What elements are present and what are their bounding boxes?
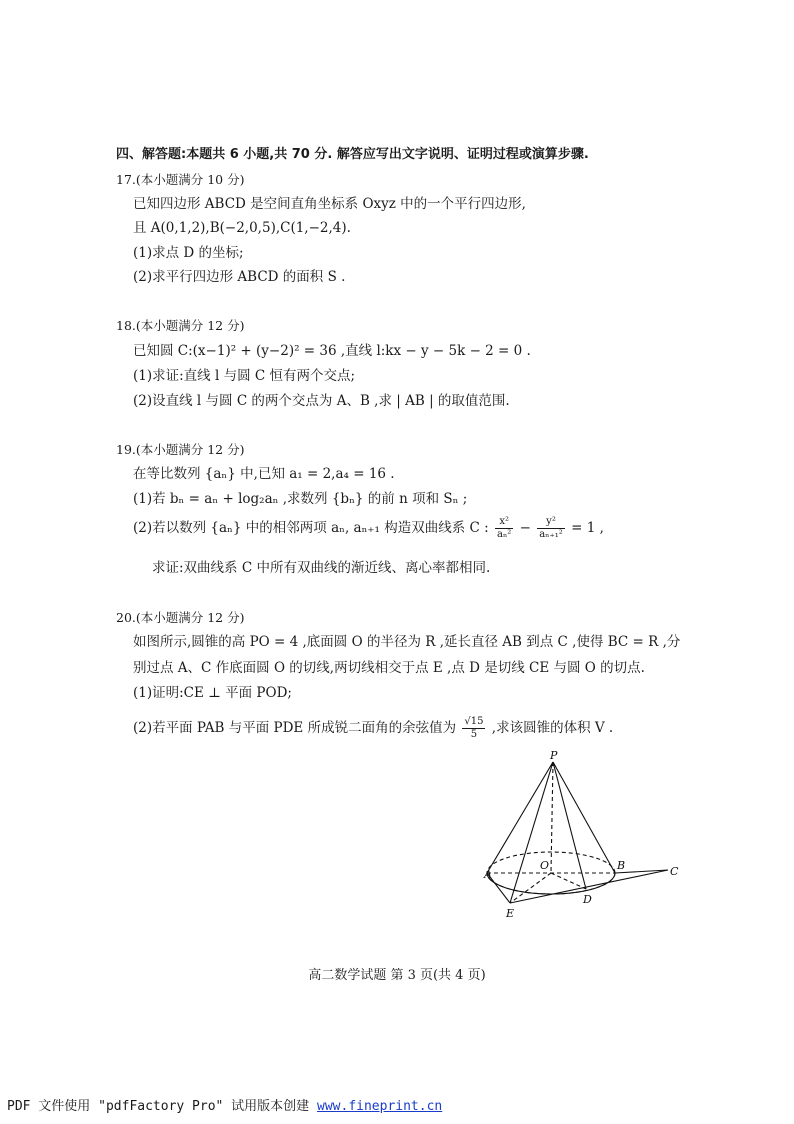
page-footer: 高二数学试题 第 3 页(共 4 页) <box>308 968 486 983</box>
q19-part2-end: = 1 , <box>571 520 604 536</box>
label-P: P <box>550 749 558 762</box>
q19-part2 <box>133 516 604 541</box>
q17-part2: (2)求平行四边形 ABCD 的面积 S . <box>133 269 346 285</box>
segment-OD <box>551 873 586 889</box>
frac2-numerator: y² <box>537 516 565 529</box>
q17-part1: (1)求点 D 的坐标; <box>133 245 244 261</box>
edge-PO <box>551 762 553 873</box>
cosine-value <box>462 716 485 741</box>
q19-heading: 19.(本小题满分 12 分) <box>116 442 245 457</box>
q20-text-line1: 如图所示,圆锥的高 PO = 4 ,底面圆 O 的半径为 R ,延长直径 AB 到点 C ,使得 BC = R ,分 <box>133 634 681 650</box>
q18-text-line1: 已知圆 C:(x−1)² + (y−2)² = 36 ,直线 l:kx − y − 5k − 2 = 0 . <box>133 343 531 359</box>
label-C: C <box>670 865 679 878</box>
section-header: 四、解答题:本题共 6 小题,共 70 分. 解答应写出文字说明、证明过程或演算步骤. <box>116 147 589 162</box>
q17-text-line1: 已知四边形 ABCD 是空间直角坐标系 Oxyz 中的一个平行四边形, <box>133 196 526 212</box>
q18-part1: (1)求证:直线 l 与圆 C 恒有两个交点; <box>133 368 356 384</box>
q18-heading: 18.(本小题满分 12 分) <box>116 318 245 333</box>
edge-PB <box>553 762 615 873</box>
edge-PE <box>510 762 553 903</box>
q19-part1: (1)若 bₙ = aₙ + log₂aₙ ,求数列 {bₙ} 的前 n 项和 Sₙ ; <box>133 491 468 507</box>
q18-part2: (2)设直线 l 与圆 C 的两个交点为 A、B ,求 | AB | 的取值范围. <box>133 393 510 409</box>
cosine-denominator: 5 <box>470 729 478 740</box>
pdf-notice <box>7 1095 442 1114</box>
hyperbola-y-term <box>537 516 565 541</box>
frac1-denominator: aₙ² <box>497 529 512 540</box>
frac1-numerator: x² <box>495 516 513 529</box>
q19-part2-text: (2)若以数列 {aₙ} 中的相邻两项 aₙ, aₙ₊₁ 构造双曲线系 C : <box>133 520 489 536</box>
q17-heading: 17.(本小题满分 10 分) <box>116 172 245 187</box>
q20-part1: (1)证明:CE ⊥ 平面 POD; <box>133 685 292 701</box>
fineprint-link[interactable]: www.fineprint.cn <box>317 1099 443 1114</box>
q20-heading: 20.(本小题满分 12 分) <box>116 610 245 625</box>
q19-text-line1: 在等比数列 {aₙ} 中,已知 a₁ = 2,a₄ = 16 . <box>133 466 395 482</box>
edge-PA <box>487 762 553 873</box>
q20-part2 <box>133 716 613 741</box>
cosine-numerator: √15 <box>464 716 484 727</box>
q19-part2-line2: 求证:双曲线系 C 中所有双曲线的渐近线、离心率都相同. <box>152 560 491 576</box>
q20-part2-text: (2)若平面 PAB 与平面 PDE 所成锐二面角的余弦值为 <box>133 720 457 736</box>
frac2-denominator: aₙ₊₁² <box>539 529 563 540</box>
label-D: D <box>583 893 592 906</box>
label-B: B <box>617 859 626 872</box>
label-E: E <box>506 907 515 920</box>
edge-PD <box>553 762 586 889</box>
q20-text-line2: 别过点 A、C 作底面圆 O 的切线,两切线相交于点 E ,点 D 是切线 CE 与圆 O 的切点. <box>133 660 645 676</box>
label-A: A <box>484 868 492 881</box>
q20-part2-end: ,求该圆锥的体积 V . <box>491 720 614 736</box>
pdf-notice-text: PDF 文件使用 "pdfFactory Pro" 试用版本创建 <box>7 1099 310 1114</box>
cone-figure <box>470 748 690 928</box>
minus-sign: − <box>519 520 531 536</box>
base-circle-front <box>487 873 615 894</box>
label-O: O <box>540 859 550 872</box>
hyperbola-x-term <box>495 516 513 541</box>
q17-text-line2: 且 A(0,1,2),B(−2,0,5),C(1,−2,4). <box>133 220 351 236</box>
